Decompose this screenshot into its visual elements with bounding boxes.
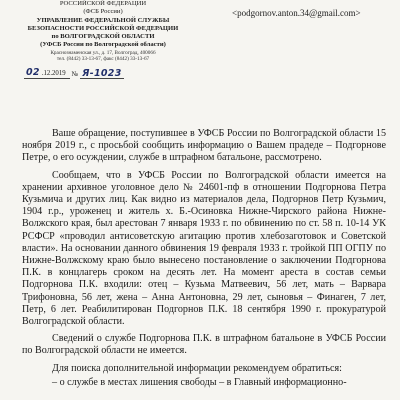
number-field — [80, 67, 124, 79]
letterhead-line: по ВОЛГОГРАДСКОЙ ОБЛАСТИ — [51, 33, 155, 41]
number-prefix: № — [71, 70, 79, 78]
letterhead-line: (УФСБ России по Волгоградской области) — [40, 41, 166, 49]
body-paragraph: Сообщаем, что в УФСБ России по Волгоградской области имеется на хранении архивное уголовное дело № 24601-пф в отношении Подгорнова Петра Кузьмича и других лиц. Как видно из материалов дела, Подгорнов Петр Кузьмич, 1904 г.р., уроженец и житель х. Б.-Осиновка Нижне-Чирского района Нижне-Волжского края, был арестован 7 января 1933 г. по обвинению по ст. 58 п. 10-14 УК РСФСР «проводил антисоветскую агитацию против хлебозаготовок и Советской власти». На основании данного обвинения 19 февраля 1933 г. тройкой ПП ОГПУ по Нижне-Волжскому краю было вынесено постановление о заключении Подгорнова П.К. в концлагерь сроком на десять лет. На момент ареста в состав семьи Подгорнова П.К. входили: отец – Кузьма Матвеевич, 56 лет, мать – Варвара Трифоновна, 56 лет, жена – Анна Антоновна, 29 лет, сыновья – Финаген, 7 лет, Петр, 6 лет. Реабилитирован Подгорнов П.К. 18 сентября 1990 г. прокуратурой Волгоградской области. — [22, 169, 386, 328]
body-paragraph: Для поиска дополнительной информации рекомендуем обратиться: — [52, 362, 342, 374]
letterhead-line: РОССИЙСКОЙ ФЕДЕРАЦИИ — [59, 0, 147, 7]
body-paragraph: – о службе в местах лишения свободы – в Главный информационно- — [52, 376, 347, 388]
recipient-email: <podgornov.anton.34@gmail.com> — [232, 8, 361, 18]
letterhead-line: БЕЗОПАСНОСТИ РОССИЙСКОЙ ФЕДЕРАЦИИ — [27, 24, 179, 32]
letterhead-phone: тел. (8442) 33-13-67, факс (8442) 33-13-67 — [56, 56, 150, 63]
letterhead — [14, 0, 192, 79]
letterhead-line: (ФСБ России) — [83, 8, 123, 16]
body-paragraph: Сведений о службе Подгорнова П.К. в штрафном батальоне в УФСБ России по Волгоградской области не имеется. — [22, 333, 386, 357]
date-rest: .12.2019 — [41, 69, 66, 77]
number-handwritten: Я-1023 — [82, 67, 122, 79]
letter-body — [22, 128, 386, 394]
letterhead-address: Краснознаменская ул., д. 17, Волгоград, 400066 — [50, 49, 156, 56]
date-number-row — [14, 65, 192, 79]
date-day-handwritten: 02 — [26, 66, 40, 78]
letterhead-line: УПРАВЛЕНИЕ ФЕДЕРАЛЬНОЙ СЛУЖБЫ — [36, 16, 170, 24]
date-field — [24, 66, 70, 79]
body-paragraph: Ваше обращение, поступившее в УФСБ России по Волгоградской области 15 ноября 2019 г., с просьбой сообщить информацию о Вашем прадеде – Подгорнове Петре, о его осуждении, службе в штрафном батальоне, рассмотрено. — [22, 128, 386, 164]
